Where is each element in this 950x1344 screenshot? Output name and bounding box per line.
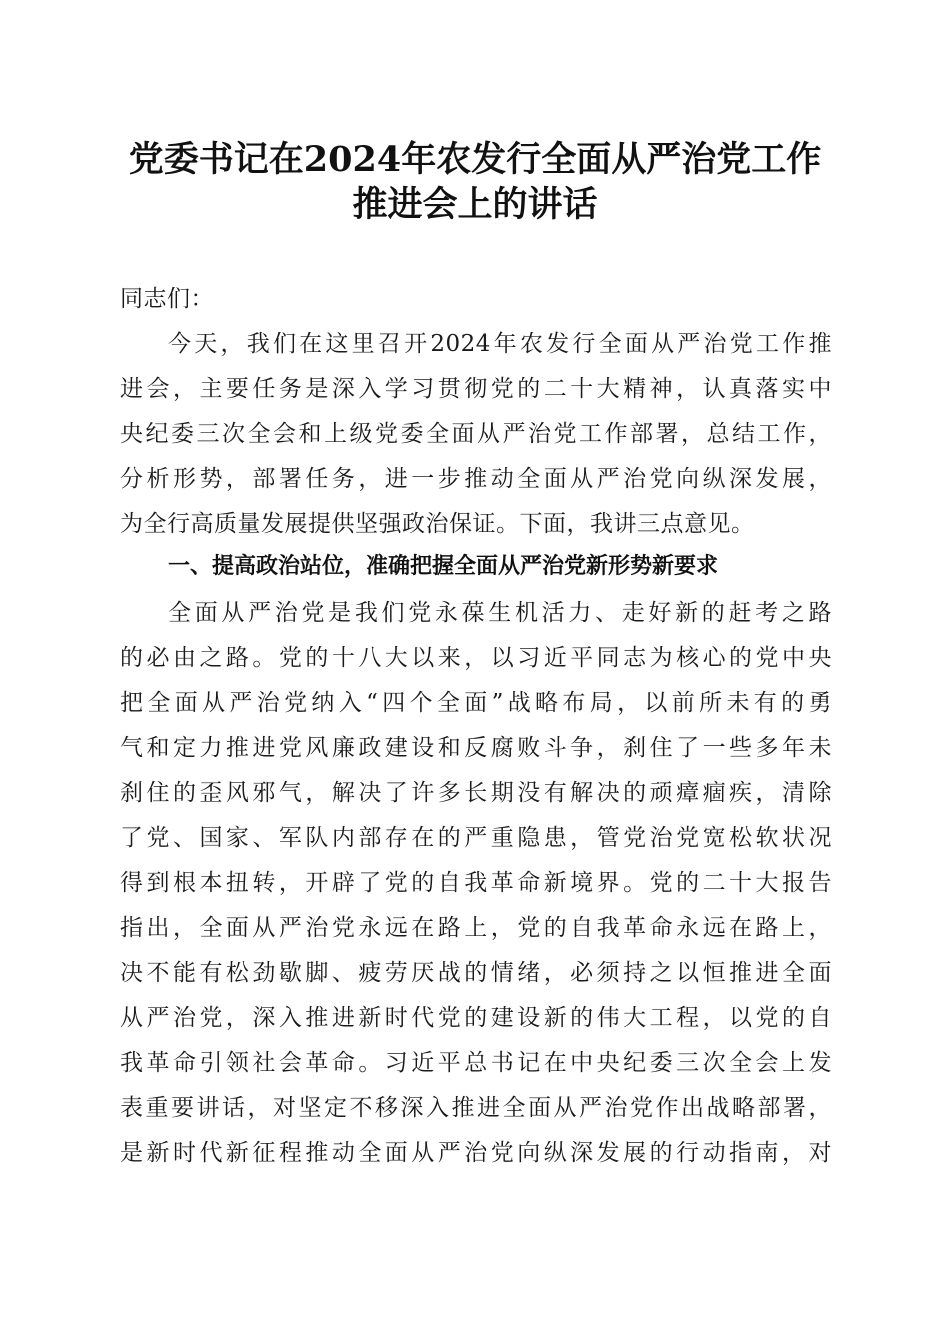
body-line: 刹住的歪风邪气，解决了许多长期没有解决的顽瘴痼疾，清除 — [120, 780, 832, 806]
intro-line: 分析形势，部署任务，进一步推动全面从严治党向纵深发展， — [120, 466, 832, 492]
body-line: 把全面从严治党纳入“四个全面”战略布局，以前所未有的勇 — [120, 690, 832, 716]
body-line: 气和定力推进党风廉政建设和反腐败斗争，刹住了一些多年未 — [120, 735, 832, 761]
body-line: 从严治党，深入推进新时代党的建设新的伟大工程，以党的自 — [120, 1005, 832, 1031]
body-line: 表重要讲话，对坚定不移深入推进全面从严治党作出战略部署， — [120, 1095, 832, 1121]
body-line: 指出，全面从严治党永远在路上，党的自我革命永远在路上， — [120, 915, 832, 941]
salutation: 同志们： — [120, 286, 214, 312]
body-line: 的必由之路。党的十八大以来，以习近平同志为核心的党中央 — [120, 645, 832, 671]
document-title-line-2: 推进会上的讲话 — [352, 184, 598, 225]
intro-line: 今天，我们在这里召开2024年农发行全面从严治党工作推 — [168, 331, 832, 357]
body-line: 是新时代新征程推动全面从严治党向纵深发展的行动指南，对 — [120, 1140, 832, 1166]
intro-line: 为全行高质量发展提供坚强政治保证。下面，我讲三点意见。 — [120, 511, 755, 537]
intro-line: 进会，主要任务是深入学习贯彻党的二十大精神，认真落实中 — [120, 376, 832, 402]
body-line: 得到根本扭转，开辟了党的自我革命新境界。党的二十大报告 — [120, 870, 832, 896]
body-line: 我革命引领社会革命。习近平总书记在中央纪委三次全会上发 — [120, 1050, 832, 1076]
body-line: 决不能有松劲歇脚、疲劳厌战的情绪，必须持之以恒推进全面 — [120, 960, 832, 986]
body-line: 了党、国家、军队内部存在的严重隐患，管党治党宽松软状况 — [120, 825, 832, 851]
document-title-line-1: 党委书记在2024年农发行全面从严治党工作 — [128, 139, 822, 180]
intro-line: 央纪委三次全会和上级党委全面从严治党工作部署，总结工作， — [120, 421, 832, 447]
section-1-heading: 一、提高政治站位，准确把握全面从严治党新形势新要求 — [168, 554, 719, 579]
body-line: 全面从严治党是我们党永葆生机活力、走好新的赶考之路 — [168, 600, 832, 626]
